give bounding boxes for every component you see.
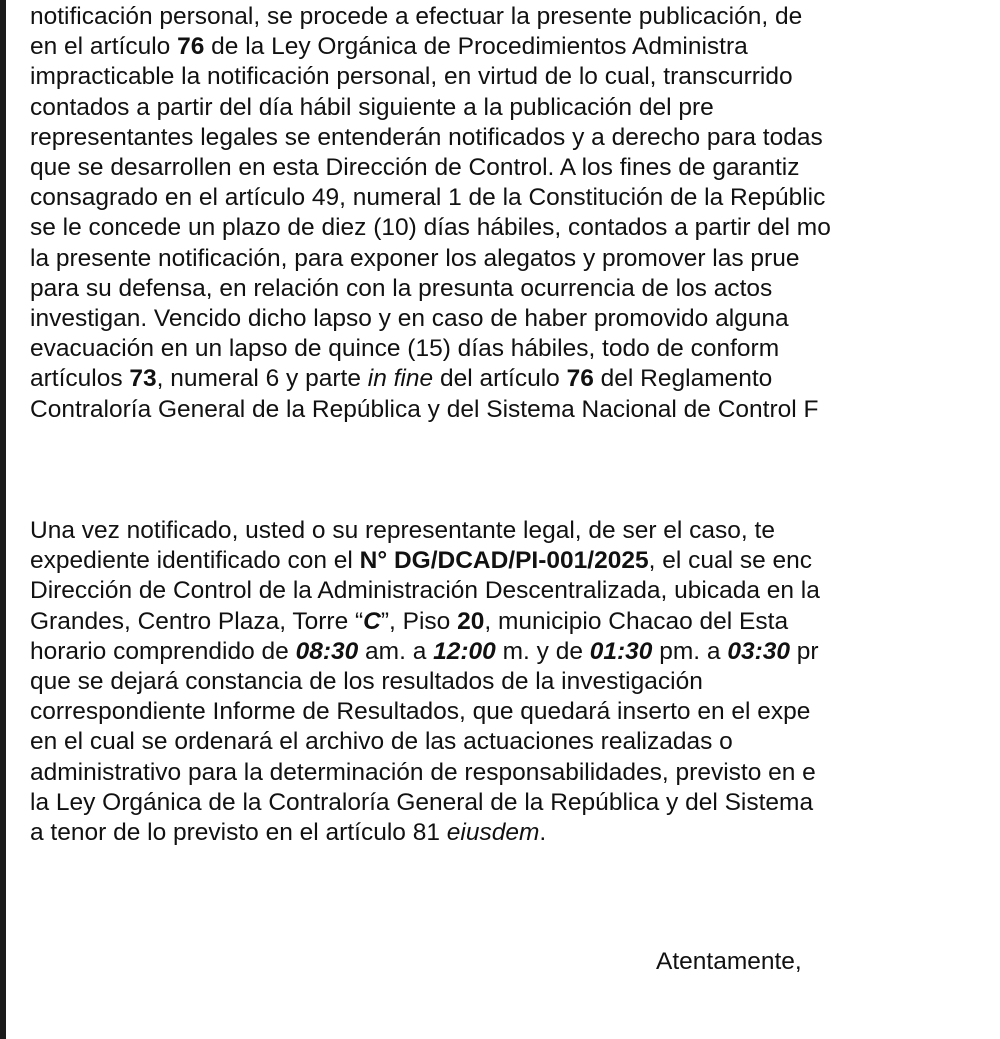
text-segment: administrativo para la determinación de responsabilidades, previsto en e xyxy=(30,758,816,786)
text-segment: expediente identificado con el xyxy=(30,547,360,575)
text-line xyxy=(30,758,816,788)
text-segment: contados a partir del día hábil siguiente a la publicación del pre xyxy=(30,93,714,121)
text-line xyxy=(30,93,714,123)
text-segment: en el cual se ordenará el archivo de las actuaciones realizadas o xyxy=(30,728,733,756)
text-segment: que se desarrollen en esta Dirección de Control. A los fines de garantiz xyxy=(30,154,800,181)
text-line xyxy=(30,516,775,546)
text-line xyxy=(30,244,799,274)
text-segment: 20 xyxy=(457,607,485,635)
text-line xyxy=(30,32,748,62)
text-segment: horario comprendido de xyxy=(30,637,296,665)
text-segment: 12:00 xyxy=(433,637,496,665)
text-segment: en el artículo xyxy=(30,33,178,61)
text-segment: impracticable la notificación personal, en virtud de lo cual, transcurrido xyxy=(30,63,793,91)
text-segment: 03:30 xyxy=(727,637,790,665)
text-line xyxy=(30,667,703,697)
text-segment: se le concede un plazo de diez (10) días hábiles, contados a partir del mo xyxy=(30,214,831,242)
text-line xyxy=(30,304,789,334)
text-segment: am. a xyxy=(358,637,434,665)
text-segment: C xyxy=(363,607,381,635)
text-line xyxy=(30,2,802,32)
text-line xyxy=(30,364,772,394)
text-line xyxy=(30,818,546,848)
text-line xyxy=(30,788,813,818)
text-segment: , municipio Chacao del Esta xyxy=(484,607,789,635)
text-line xyxy=(30,395,819,425)
text-segment: Contraloría General de la República y del Sistema Nacional de Control F xyxy=(30,395,819,423)
closing-salutation: Atentamente, xyxy=(656,948,802,975)
text-line xyxy=(30,123,823,153)
text-segment: que se dejará constancia de los resultados de la investigación xyxy=(30,668,703,695)
text-line xyxy=(30,546,812,576)
text-line xyxy=(30,213,831,243)
text-segment: Una vez notificado, usted o su representante legal, de ser el caso, te xyxy=(30,517,775,544)
text-line xyxy=(30,727,733,757)
text-line xyxy=(30,697,810,727)
text-segment: representantes legales se entenderán notificados y a derecho para todas xyxy=(30,123,823,151)
text-line xyxy=(30,607,788,637)
text-line xyxy=(30,576,820,606)
text-segment: la presente notificación, para exponer los alegatos y promover las prue xyxy=(30,244,800,272)
text-segment: , numeral 6 y parte xyxy=(156,365,368,393)
text-line xyxy=(30,62,793,92)
text-segment: investigan. Vencido dicho lapso y en caso de haber promovido alguna xyxy=(30,305,789,332)
text-segment: in fine xyxy=(367,365,434,393)
text-segment: m. y de xyxy=(495,637,590,665)
text-segment: del artículo xyxy=(433,365,567,393)
text-segment: del Reglamento xyxy=(593,365,773,393)
text-segment: 76 xyxy=(177,33,205,61)
text-segment: pm. a xyxy=(652,637,728,665)
text-segment: 73 xyxy=(129,365,157,393)
text-segment: 76 xyxy=(566,365,594,393)
text-segment: de la Ley Orgánica de Procedimientos Administra xyxy=(204,33,748,61)
text-segment: 01:30 xyxy=(589,637,653,665)
text-segment: ”, Piso xyxy=(380,607,458,635)
text-segment: Grandes, Centro Plaza, Torre “ xyxy=(30,607,364,635)
text-line xyxy=(30,183,825,213)
text-segment: evacuación en un lapso de quince (15) días hábiles, todo de conform xyxy=(30,335,780,363)
text-segment: correspondiente Informe de Resultados, que quedará inserto en el expe xyxy=(30,698,811,726)
page-left-border xyxy=(0,0,6,1039)
text-line xyxy=(30,637,819,667)
text-segment: artículos xyxy=(30,365,130,393)
text-segment: para su defensa, en relación con la presunta ocurrencia de los actos xyxy=(30,274,773,302)
text-segment: notificación personal, se procede a efectuar la presente publicación, de xyxy=(30,3,803,30)
text-segment: , el cual se enc xyxy=(648,547,813,575)
text-segment: Dirección de Control de la Administración Descentralizada, ubicada en la xyxy=(30,577,820,605)
text-line xyxy=(30,274,772,304)
text-segment: N° DG/DCAD/PI-001/2025 xyxy=(359,547,649,575)
text-segment: a tenor de lo previsto en el artículo 81 xyxy=(30,819,447,846)
text-segment: pr xyxy=(790,637,819,665)
text-line xyxy=(30,153,799,183)
text-segment: . xyxy=(539,819,547,846)
text-line xyxy=(30,334,779,364)
text-segment: 08:30 xyxy=(295,637,359,665)
text-segment: eiusdem xyxy=(446,819,540,846)
text-segment: la Ley Orgánica de la Contraloría General de la República y del Sistema xyxy=(30,788,814,816)
text-segment: consagrado en el artículo 49, numeral 1 de la Constitución de la Repúblic xyxy=(30,184,826,212)
